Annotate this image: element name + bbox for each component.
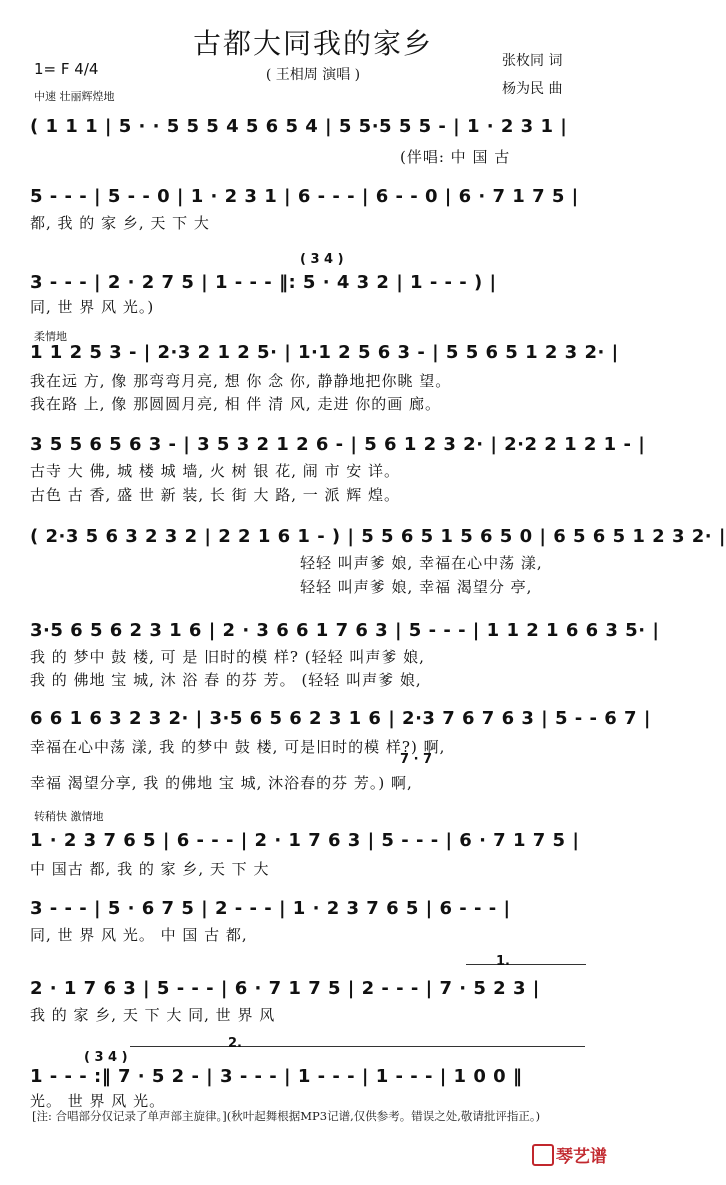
notation-row-4: 1 1 2 5 3 - | 2·3 2 1 2 5· | 1·1 2 5 6 3 - | 5 5 6 5 1 2 3 2· | bbox=[30, 342, 619, 363]
lyric-row-4b: 我在路 上, 像 那圆圆月亮, 相 伴 清 风, 走进 你的画 廊。 bbox=[30, 395, 441, 413]
lyric-row-7a: 我 的 梦中 鼓 楼, 可 是 旧时的模 样? (轻轻 叫声爹 娘, bbox=[30, 648, 425, 666]
notation-row-11: 2 · 1 7 6 3 | 5 - - - | 6 · 7 1 7 5 | 2 - - - | 7 · 5 2 3 | bbox=[30, 978, 540, 999]
lyric-row-11: 我 的 家 乡, 天 下 大 同, 世 界 风 bbox=[30, 1006, 276, 1024]
lyric-row-5b: 古色 古 香, 盛 世 新 装, 长 街 大 路, 一 派 辉 煌。 bbox=[30, 486, 401, 504]
lyric-row-7b: 我 的 佛地 宝 城, 沐 浴 春 的芬 芳。 (轻轻 叫声爹 娘, bbox=[30, 671, 422, 689]
lyric-row-10: 同, 世 界 风 光。 中 国 古 都, bbox=[30, 926, 248, 944]
watermark-logo-icon bbox=[532, 1144, 554, 1166]
key-signature: 1= F 4/4 bbox=[34, 60, 99, 78]
tempo-marking: 中速 壮丽辉煌地 bbox=[34, 90, 115, 103]
lyricist-credit: 张枚同 词 bbox=[502, 53, 563, 69]
lyric-row-6b: 轻轻 叫声爹 娘, 幸福 渴望分 亭, bbox=[300, 578, 533, 596]
lyric-row-6a: 轻轻 叫声爹 娘, 幸福在心中荡 漾, bbox=[300, 554, 543, 572]
notation-row-7: 3·5 6 5 6 2 3 1 6 | 2 · 3 6 6 1 7 6 3 | 5 - - - | 1 1 2 1 6 6 3 5· | bbox=[30, 620, 660, 641]
lyric-row-2: 都, 我 的 家 乡, 天 下 大 bbox=[30, 214, 210, 232]
notation-row-10: 3 - - - | 5 · 6 7 5 | 2 - - - | 1 · 2 3 7 6 5 | 6 - - - | bbox=[30, 898, 511, 919]
notation-row-2: 5 - - - | 5 - - 0 | 1 · 2 3 1 | 6 - - - | 6 - - 0 | 6 · 7 1 7 5 | bbox=[30, 186, 579, 207]
lyric-row-9: 中 国古 都, 我 的 家 乡, 天 下 大 bbox=[30, 860, 270, 878]
lyric-row-3: 同, 世 界 风 光。) bbox=[30, 298, 155, 316]
volta-1-label: 1. bbox=[496, 954, 510, 969]
lyric-row-1: (伴唱: 中 国 古 bbox=[400, 148, 511, 166]
notation-row-1: ( 1 1 1 | 5 · · 5 5 5 4 5 6 5 4 | 5 5·5 5 5 - | 1 · 2 3 1 | bbox=[30, 116, 568, 137]
notation-row-12: 1 - - - :‖ 7 · 5 2 - | 3 - - - | 1 - - - | 1 - - - | 1 0 0 ‖ bbox=[30, 1066, 523, 1087]
composer-credit: 杨为民 曲 bbox=[502, 81, 563, 97]
lyric-row-12: 光。 世 界 风 光。 bbox=[30, 1092, 166, 1110]
section-marker: 柔情地 bbox=[34, 330, 67, 343]
volta-2-label: 2. bbox=[228, 1036, 242, 1051]
alternate-notes: 7 · 7 bbox=[400, 752, 433, 767]
notation-row-5: 3 5 5 6 5 6 3 - | 3 5 3 2 1 2 6 - | 5 6 1 2 3 2· | 2·2 2 1 2 1 - | bbox=[30, 434, 646, 455]
volta-2-bracket bbox=[130, 1046, 585, 1047]
notation-row-9: 1 · 2 3 7 6 5 | 6 - - - | 2 · 1 7 6 3 | 5 - - - | 6 · 7 1 7 5 | bbox=[30, 830, 580, 851]
lyric-row-4a: 我在远 方, 像 那弯弯月亮, 想 你 念 你, 静静地把你眺 望。 bbox=[30, 372, 452, 390]
watermark-text: 琴艺谱 bbox=[556, 1147, 607, 1167]
repeat-marker-2: ( 3 4 ) bbox=[84, 1050, 128, 1065]
singer-credit: ( 王相周 演唱 ) bbox=[265, 67, 361, 83]
lyric-row-8b: 幸福 渴望分享, 我 的佛地 宝 城, 沐浴春的芬 芳。) 啊, bbox=[30, 774, 413, 792]
lyric-row-8a: 幸福在心中荡 漾, 我 的梦中 鼓 楼, 可是旧时的模 样?) 啊, bbox=[30, 738, 446, 756]
lyric-row-5a: 古寺 大 佛, 城 楼 城 墙, 火 树 银 花, 闹 市 安 详。 bbox=[30, 462, 401, 480]
repeat-marker: ( 3 4 ) bbox=[300, 252, 344, 267]
footnote: [注: 合唱部分仅记录了单声部主旋律。](秋叶起舞根据MP3记谱,仅供参考。错误之处,敬请批评指正。) bbox=[32, 1109, 541, 1123]
notation-row-3: 3 - - - | 2 · 2 7 5 | 1 - - - ‖: 5 · 4 3 2 | 1 - - - ) | bbox=[30, 272, 497, 293]
notation-row-8: 6 6 1 6 3 2 3 2· | 3·5 6 5 6 2 3 1 6 | 2·3 7 6 7 6 3 | 5 - - 6 7 | bbox=[30, 708, 651, 729]
notation-row-6: ( 2·3 5 6 3 2 3 2 | 2 2 1 6 1 - ) | 5 5 6 5 1 5 6 5 0 | 6 5 6 5 1 2 3 2· | bbox=[30, 526, 726, 547]
tempo-change-marker: 转稍快 激情地 bbox=[34, 810, 104, 823]
song-title: 古都大同我的家乡 bbox=[192, 27, 433, 60]
volta-1-bracket bbox=[466, 964, 586, 965]
